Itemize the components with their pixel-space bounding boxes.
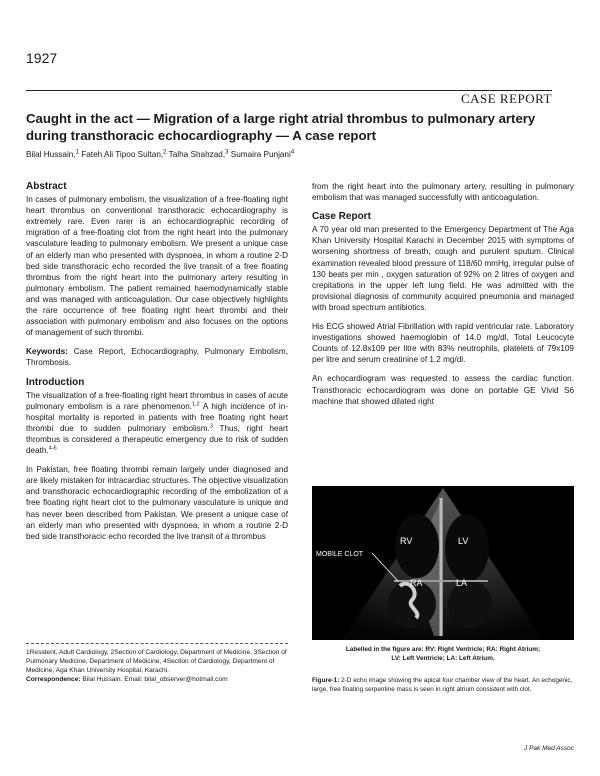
la-label: LA bbox=[456, 578, 468, 588]
keywords-label: Keywords: bbox=[26, 347, 68, 357]
correspondence-text: Bilal Hussain. Email: bilal_observer@hotmail.com bbox=[80, 676, 228, 683]
case-report-paragraph-1: A 70 year old man presented to the Emergency Department of The Aga Khan University Hospital Karachi in December 2015 with symptoms of worsening shortness of breath, cough and purulent sputum. Clinical examination revealed blood pressure of 118/60 mmHg, irregular pulse of 130 beats per min , oxygen saturation of 92% on 2 litres of oxygen and crepitations in the upper left lung field. He was admitted with the provisional diagnosis of community acquired pneumonia and managed with broad spectrum antibiotics. bbox=[312, 225, 574, 312]
case-report-heading: Case Report bbox=[312, 211, 371, 223]
abstract-text: In cases of pulmonary embolism, the visualization of a free-floating right heart thrombus on conventional transthoracic echocardiography is extremely rare. Even rarer is an echocardiographic recording of migration of a free-floating clot from the right heart into the pulmonary vasculature leading to pulmonary embolism. We present a unique case of an elderly man who presented with dyspnoea, in whom a routine 2-D bed side transthoracic echo recorded the live transit of a free floating thrombus from the right heart into the pulmonary artery resulting in pulmonary embolism. The patient remained haemodynamically stable and was managed with anticoagulation. Our case objectively highlights the rare occurrence of free floating right heart thrombi and their association with pulmonary embolism and also focuses on the options of management of such thrombi. bbox=[26, 195, 288, 338]
author-affiliation-mark: 2 bbox=[163, 149, 167, 156]
caption-text: 2-D echo image showing the apical four chamber view of the heart. An echogenic, large, free floating serpentine mass is seen in right atrium consistent with clot. bbox=[312, 677, 573, 693]
labels-note-line: LV: Left Ventricle; LA: Left Atrium. bbox=[391, 655, 495, 662]
citation-mark: 3 bbox=[209, 423, 213, 430]
paper-title: Caught in the act — Migration of a large right atrial thrombus to pulmonary artery during transthoracic echocardiography — A case report bbox=[26, 111, 536, 143]
journal-name: J Pak Med Assoc bbox=[524, 745, 574, 752]
left-column bbox=[26, 181, 288, 550]
introduction-heading: Introduction bbox=[26, 376, 85, 388]
intro-text: Thus, right heart thrombus is considered a therapeutic emergency due to risk of sudden death. bbox=[26, 423, 288, 456]
keywords-text: Case Report, Echocardiography, Pulmonary Embolism, Thrombosis. bbox=[26, 347, 288, 368]
intro-text: The visualization of a free-floating right heart thrombus in cases of acute pulmonary embolism is a rare phenomenon. bbox=[26, 390, 288, 411]
author-list bbox=[26, 150, 556, 159]
ra-label: RA bbox=[410, 578, 423, 588]
rv-label: RV bbox=[400, 536, 413, 546]
correspondence bbox=[26, 675, 288, 684]
case-report-paragraph-2: His ECG showed Atrial Fibrillation with rapid ventricular rate. Laboratory investigations showed haemoglobin of 14.0 mg/dl, Total Leucocyte Counts of 12.8x109 per litre with 83% neutrophils, platelets of 79x109 per litre and serum creatinine of 1.2 mg/dl. bbox=[312, 322, 574, 365]
abstract-heading: Abstract bbox=[26, 181, 67, 192]
intro-text: A high incidence of in-hospital mortality is reported in patients with free floating right heart thrombi due to sudden pulmonary embolism. bbox=[26, 401, 288, 433]
author-affiliation-mark: 1 bbox=[75, 149, 79, 156]
right-column bbox=[312, 181, 574, 415]
author-affiliation-mark: 3 bbox=[225, 149, 229, 156]
citation-mark: 4-6 bbox=[48, 445, 57, 452]
correspondence-label: Correspondence: bbox=[26, 676, 81, 683]
page-number: 1927 bbox=[26, 50, 58, 66]
figure-caption bbox=[312, 676, 574, 694]
lv-chamber bbox=[445, 514, 489, 582]
footnote-rule bbox=[26, 643, 288, 644]
author-name: Talha Shahzad, bbox=[168, 150, 226, 159]
section-tag: CASE REPORT bbox=[460, 91, 552, 106]
caption-label: Figure-1: bbox=[312, 677, 340, 684]
right-continuation: from the right heart into the pulmonary artery, resulting in pulmonary embolism that was managed successfully with anticoagulation. bbox=[312, 182, 574, 203]
mobile-clot-label: MOBILE CLOT bbox=[316, 551, 364, 558]
labels-note-line: Labelled in the figure are: RV: Right Ventricle; RA: Right Atrium; bbox=[345, 646, 541, 653]
author-name: Sumaira Punjani bbox=[230, 150, 291, 159]
author-name: Bilal Hussain, bbox=[26, 150, 76, 159]
keywords bbox=[26, 346, 288, 368]
echo-figure bbox=[312, 486, 574, 640]
author-name: Fateh Ali Tipoo Sultan, bbox=[81, 150, 164, 159]
author-affiliation-mark: 4 bbox=[290, 149, 295, 156]
lv-label: LV bbox=[458, 536, 469, 546]
footnote bbox=[26, 648, 288, 684]
case-report-paragraph-3: An echocardiogram was requested to assess the cardiac function. Transthoracic echocardiogram was done on portable GE Vivid S6 machine that showed dilated right bbox=[312, 374, 574, 406]
citation-mark: 1,2 bbox=[192, 400, 200, 407]
introduction-paragraph-1 bbox=[26, 390, 288, 457]
rv-chamber bbox=[395, 514, 439, 578]
figure-labels-note bbox=[312, 645, 574, 663]
echo-image bbox=[312, 486, 574, 640]
introduction-paragraph-2: In Pakistan, free floating thrombi remain largely under diagnosed and are likely mistaken for intracardiac structures. The objective visualization and transthoracic echocardiographic recording of the embolization of a free floating right heart clot to the pulmonary vasculature is unique and has never been described from Pakistan. We present a unique case of an elderly man who presented with dyspnoea, in whom a routine 2-D bed side transthoracic echo recorded the live transit of a thrombus bbox=[26, 465, 288, 541]
la-chamber bbox=[448, 580, 492, 628]
affiliations: 1Resident, Adult Cardiology, 2Section of Cardiology, Department of Medicine, 3Section of Pulmonary Medicine, Department of Medicine, 4Section of Cardiology, Department of Medicine, Aga Khan University Hospital, Karachi. bbox=[26, 649, 287, 674]
